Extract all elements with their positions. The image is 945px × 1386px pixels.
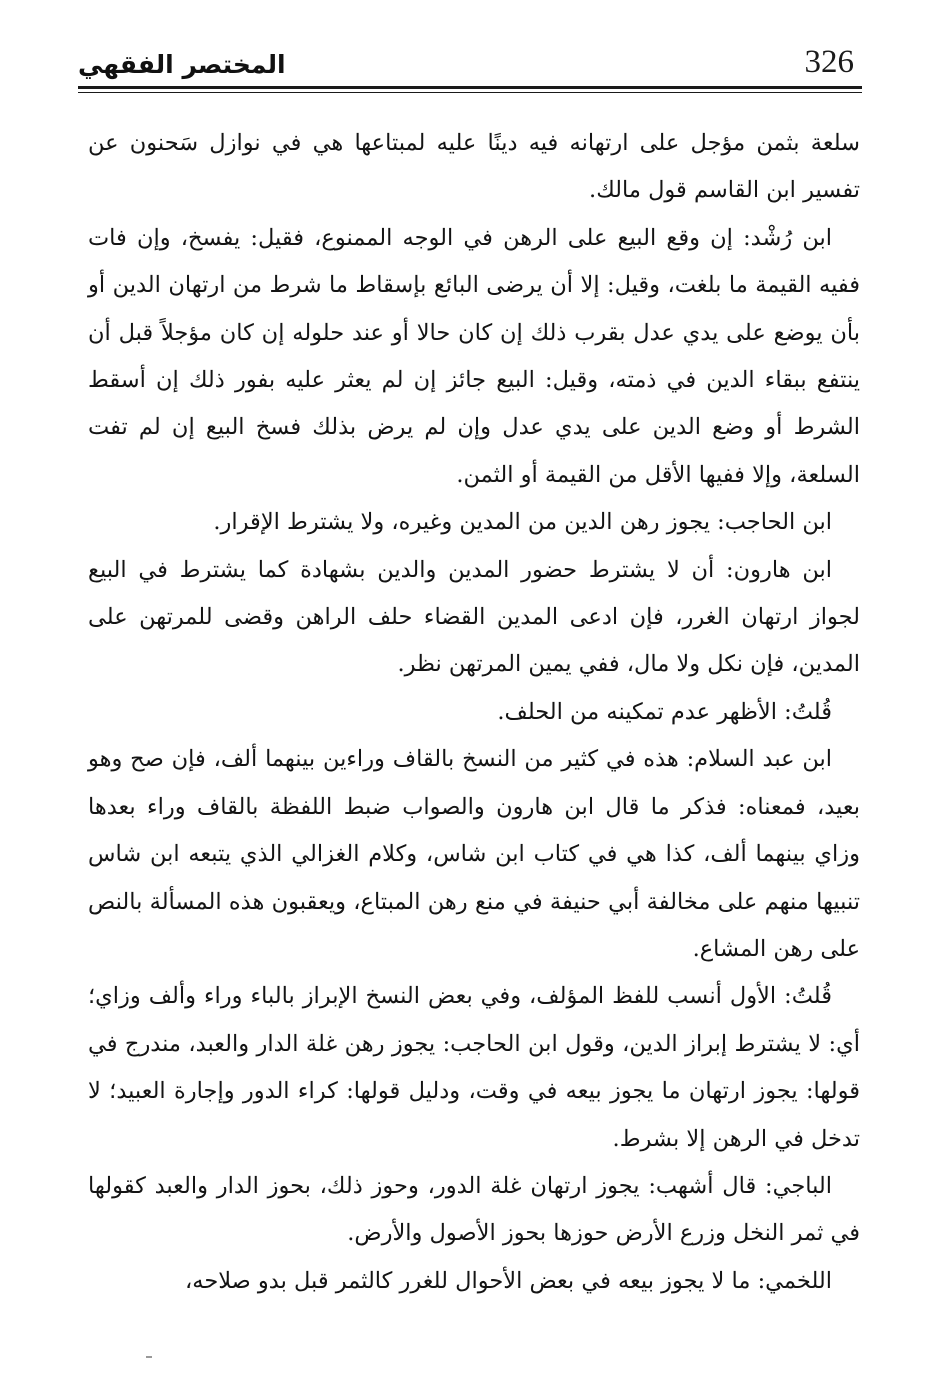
paragraph: قُلتُ: الأول أنسب للفظ المؤلف، وفي بعض النسخ الإبراز بالباء وراء وألف وزاي؛ أي: لا يشترط إبراز الدين، وقول ابن الحاجب: يجوز رهن غلة الدار والعبد، مندرج في قولها: يجوز ارتهان ما يجوز بيعه في وقت، ودليل قولها: كراء الدور وإجارة العبيد؛ لا تدخل في الرهن إلا بشرط. bbox=[88, 983, 860, 1152]
paragraph: قُلتُ: الأظهر عدم تمكينه من الحلف. bbox=[497, 698, 832, 725]
paragraph: ابن رُشْد: إن وقع البيع على الرهن في الوجه الممنوع، فقيل: يفسخ، وإن فات ففيه القيمة ما بلغت، وقيل: إلا أن يرضى البائع بإسقاط ما شرط من ارتهان الدين أو بأن يوضع على يدي عدل بقرب ذلك إن كان حالا أو عند حلوله إن كان مؤجلاً قبل أن ينتفع ببقاء الدين في ذمته، وقيل: البيع جائز إن لم يعثر عليه بفور ذلك إن أسقط الشرط أو وضع الدين على يدي عدل وإن لم يرض بذلك فسخ البيع إن لم تفت السلعة، وإلا ففيها الأقل من القيمة أو الثمن. bbox=[88, 224, 860, 488]
page-number: 326 bbox=[804, 44, 854, 80]
paragraph: ابن عبد السلام: هذه في كثير من النسخ بالقاف وراءين بينهما ألف، فإن صح وهو بعيد، فمعناه: فذكر ما قال ابن هارون والصواب ضبط اللفظة بالقاف وراء بعدها وزاي بينهما ألف، كذا هي في كتاب ابن شاس، وكلام الغزالي الذي يتبعه ابن شاس تنبيها منهم على مخالفة أبي حنيفة في منع رهن المبتاع، ويعقبون هذه المسألة بالنص على رهن المشاع. bbox=[88, 746, 860, 962]
scan-mark bbox=[146, 1356, 152, 1358]
paragraph: ابن هارون: أن لا يشترط حضور المدين والدين بشهادة كما يشترط في البيع لجواز ارتهان الغرر، فإن ادعى المدين القضاء حلف الراهن وقضى للمرتهن على المدين، فإن نكل ولا مال، ففي يمين المرتهن نظر. bbox=[88, 556, 860, 678]
paragraph: اللخمي: ما لا يجوز بيعه في بعض الأحوال للغرر كالثمر قبل بدو صلاحه، bbox=[185, 1267, 832, 1294]
book-title: المختصر الفقهي bbox=[78, 50, 286, 79]
header-rule-thin bbox=[78, 92, 862, 93]
paragraph: الباجي: قال أشهب: يجوز ارتهان غلة الدور، وحوز ذلك، بحوز الدار والعبد كقولها في ثمر النخل وزرع الأرض حوزها بحوز الأصول والأرض. bbox=[88, 1172, 860, 1247]
header-rule-thick bbox=[78, 86, 862, 89]
page-header bbox=[78, 40, 862, 88]
paragraph: سلعة بثمن مؤجل على ارتهانه فيه دينًا عليه لمبتاعها هي في نوازل سَحنون عن تفسير ابن القاسم قول مالك. bbox=[88, 130, 860, 204]
page-body bbox=[88, 120, 860, 1305]
paragraph: ابن الحاجب: يجوز رهن الدين من المدين وغيره، ولا يشترط الإقرار. bbox=[213, 509, 832, 536]
